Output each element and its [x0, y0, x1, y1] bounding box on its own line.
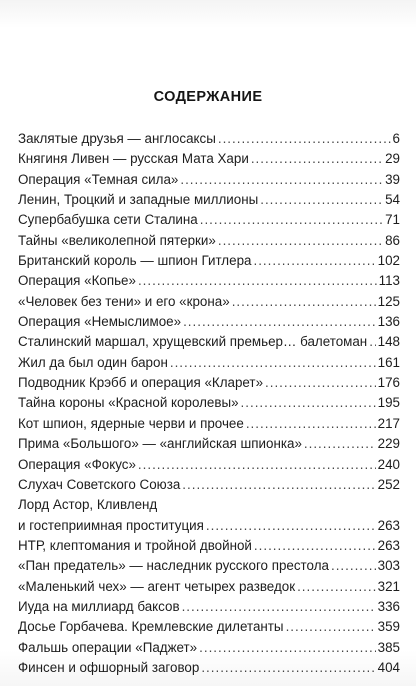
toc-entry-page: 86 — [385, 232, 400, 248]
dot-leader — [218, 129, 391, 149]
toc-entry — [18, 536, 400, 556]
toc-entry-title: Слухач Советского Союза — [18, 476, 181, 492]
toc-entry — [18, 556, 400, 576]
toc-entry — [18, 353, 400, 373]
toc-entry-title: Досье Горбачева. Кремлевские дилетанты — [18, 619, 284, 635]
toc-entry-title: Тайны «великолепной пятерки» — [18, 232, 216, 248]
toc-entry-page: 263 — [377, 517, 400, 533]
toc-entry-page: 125 — [377, 293, 400, 309]
toc-entry-page: 39 — [385, 171, 400, 187]
toc-entry — [18, 312, 400, 332]
toc-entry-page: 102 — [377, 253, 400, 269]
dot-leader — [200, 210, 383, 230]
toc-entry-title: Подводник Крэбб и операция «Кларет» — [18, 375, 264, 391]
toc-entry-page: 336 — [377, 598, 400, 614]
toc-entry — [18, 149, 400, 169]
toc-entry — [18, 475, 400, 495]
toc-entry-page: 263 — [377, 537, 400, 553]
toc-entry-title: Лорд Астор, Кливленд — [18, 497, 158, 513]
toc-entry — [18, 434, 400, 454]
toc-entry-page: 229 — [377, 436, 400, 452]
toc-entry-page: 195 — [377, 395, 400, 411]
toc-entry-page: 252 — [377, 476, 400, 492]
toc-entry — [18, 455, 400, 475]
dot-leader — [286, 617, 376, 637]
toc-entry-page: 29 — [385, 151, 400, 167]
dot-leader — [253, 251, 375, 271]
toc-entry — [18, 210, 400, 230]
toc-entry-title: Операция «Немыслимое» — [18, 314, 182, 330]
toc-entry — [18, 332, 400, 352]
toc-entry-title: Британский король — шпион Гитлера — [18, 253, 252, 269]
toc-entry-page: 303 — [377, 558, 400, 574]
dot-leader — [369, 332, 375, 352]
dot-leader — [241, 393, 376, 413]
toc-entry-page: 161 — [377, 354, 400, 370]
dot-leader — [138, 271, 377, 291]
toc-entry — [18, 373, 400, 393]
toc-entry-page: 217 — [377, 415, 400, 431]
toc-entry — [18, 170, 400, 190]
toc-entry — [18, 617, 400, 637]
toc-entry-title: Кот шпион, ядерные черви и прочее — [18, 415, 244, 431]
toc-entry-title: Ленин, Троцкий и западные миллионы — [18, 192, 259, 208]
toc-entry-title: Жил да был один барон — [18, 354, 168, 370]
toc-entry-page: 404 — [377, 659, 400, 675]
toc-entry — [18, 393, 400, 413]
toc-list — [18, 129, 400, 678]
toc-entry — [18, 251, 400, 271]
toc-entry-page: 385 — [377, 639, 400, 655]
toc-entry-page: 240 — [377, 456, 400, 472]
toc-entry — [18, 231, 400, 251]
toc-heading: СОДЕРЖАНИЕ — [153, 89, 263, 105]
dot-leader — [182, 597, 376, 617]
toc-entry-page: 71 — [385, 212, 400, 228]
toc-entry — [18, 638, 400, 658]
dot-leader — [206, 516, 376, 536]
toc-entry-page: 113 — [378, 273, 400, 289]
toc-entry-title: Фальшь операции «Паджет» — [18, 639, 198, 655]
toc-entry — [18, 414, 400, 434]
dot-leader — [254, 536, 376, 556]
toc-entry — [18, 597, 400, 617]
dot-leader — [199, 638, 376, 658]
toc-entry-title: Операция «Фокус» — [18, 456, 136, 472]
dot-leader — [331, 556, 376, 576]
toc-entry — [18, 190, 400, 210]
toc-entry — [18, 658, 400, 678]
dot-leader — [246, 414, 376, 434]
toc-entry — [18, 129, 400, 149]
toc-entry-page: 359 — [377, 619, 400, 635]
dot-leader — [265, 373, 376, 393]
toc-entry — [18, 271, 400, 291]
toc-entry — [18, 516, 400, 536]
toc-entry-title: Княгиня Ливен — русская Мата Хари — [18, 151, 249, 167]
toc-entry-title: Тайна короны «Красной королевы» — [18, 395, 239, 411]
dot-leader — [251, 149, 383, 169]
dot-leader — [183, 312, 376, 332]
toc-entry-page: 54 — [385, 192, 400, 208]
toc-entry-title: Операция «Копье» — [18, 273, 136, 289]
dot-leader — [218, 231, 383, 251]
dot-leader — [201, 658, 375, 678]
toc-entry-title: Супербабушка сети Сталина — [18, 212, 198, 228]
toc-entry-page: 321 — [377, 578, 400, 594]
dot-leader — [182, 475, 375, 495]
toc-entry-title: Заклятые друзья — англосаксы — [18, 131, 216, 146]
dot-leader — [304, 434, 376, 454]
toc-entry-title: «Пан предатель» — наследник русского престола — [18, 558, 329, 574]
toc-entry-title: Операция «Темная сила» — [18, 171, 179, 187]
toc-entry-title: и гостеприимная проституция — [18, 517, 204, 533]
toc-entry-title: НТР, клептомания и тройной двойной — [18, 537, 252, 553]
toc-entry — [18, 495, 400, 515]
dot-leader — [260, 190, 383, 210]
toc-entry-page: 6 — [392, 131, 400, 146]
toc-entry-page: 136 — [377, 314, 400, 330]
dot-leader — [232, 292, 376, 312]
dot-leader — [170, 353, 376, 373]
toc-entry-title: «Человек без тени» и его «крона» — [18, 293, 230, 309]
toc-entry — [18, 292, 400, 312]
dot-leader — [180, 170, 383, 190]
dot-leader — [297, 577, 376, 597]
toc-entry — [18, 577, 400, 597]
toc-entry-title: Сталинский маршал, хрущевский премьер… балетоман — [18, 334, 368, 350]
toc-entry-page: 148 — [377, 334, 400, 350]
toc-entry-title: Иуда на миллиард баксов — [18, 598, 180, 614]
toc-entry-title: Прима «Большого» — «английская шпионка» — [18, 436, 302, 452]
toc-entry-title: Финсен и офшорный заговор — [18, 659, 200, 675]
dot-leader — [138, 455, 376, 475]
toc-entry-title: «Маленький чех» — агент четырех разведок — [18, 578, 296, 594]
toc-entry-page: 176 — [377, 375, 400, 391]
